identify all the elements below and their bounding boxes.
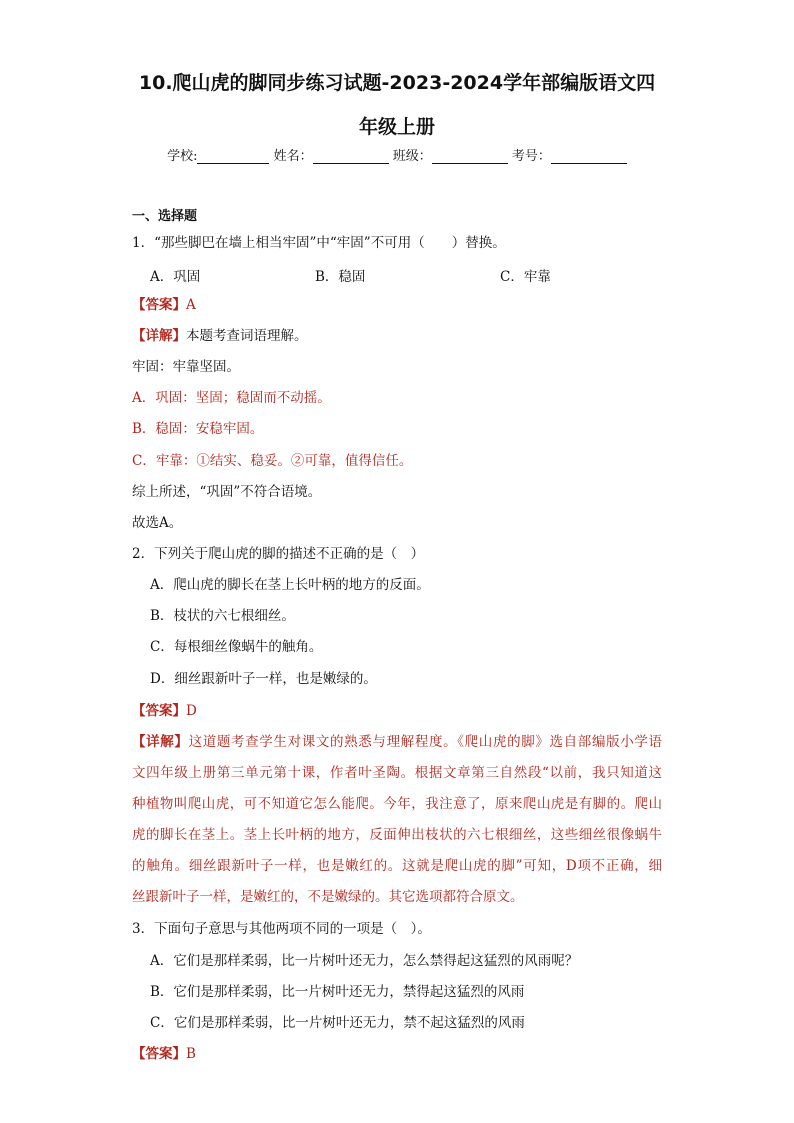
q2-detail-text: 这道题考查学生对课文的熟悉与理解程度。《爬山虎的脚》选自部编版小学语 [188, 734, 663, 750]
q2-detail-line [132, 733, 662, 751]
name-label: 姓名： [273, 149, 313, 164]
q2-option-d: D．细丝跟新叶子一样，也是嫩绿的。 [150, 671, 377, 687]
q3-answer-value: B [186, 1046, 196, 1062]
q1-option-b: B．稳固 [315, 269, 366, 285]
q1-detail-line: C．牢靠：①结实、稳妥。②可靠，值得信任。 [132, 453, 413, 469]
q2-option-c: C．每根细丝像蜗牛的触角。 [150, 639, 323, 655]
q2-answer-value: D [186, 703, 197, 719]
q3-option-c: C．它们是那样柔弱，比一片树叶还无力，禁不起这猛烈的风雨 [150, 1015, 525, 1031]
school-label: 学校: [167, 149, 198, 164]
q3-answer [132, 1045, 196, 1063]
number-label: 考号： [511, 149, 551, 164]
q2-detail-line: 的触角。细丝跟新叶子一样，也是嫩红的。这就是爬山虎的脚”可知，D项不正确，细 [132, 858, 662, 874]
q1-detail-line: B．稳固：安稳牢固。 [132, 421, 264, 437]
q3-answer-label: 【答案】 [132, 1046, 186, 1062]
q3-option-a: A．它们是那样柔弱，比一片树叶还无力，怎么禁得起这猛烈的风雨呢？ [150, 953, 579, 969]
q2-detail-line: 文四年级上册第三单元第十课，作者叶圣陶。根据文章第三自然段“以前，我只知道这 [132, 765, 662, 781]
number-blank [551, 149, 627, 164]
q1-option-c: C．牢靠 [500, 269, 551, 285]
school-blank [197, 149, 269, 164]
q2-stem: 2．下列关于爬山虎的脚的描述不正确的是（ ） [132, 546, 425, 562]
q3-option-b: B．它们是那样柔弱，比一片树叶还无力，禁得起这猛烈的风雨 [150, 984, 525, 1000]
q2-detail-line: 丝跟新叶子一样，是嫩红的，不是嫩绿的。其它选项都符合原文。 [132, 889, 524, 905]
q3-stem: 3．下面句子意思与其他两项不同的一项是（ ）。 [132, 921, 431, 937]
q1-answer-value: A [186, 297, 196, 313]
q1-stem: 1．“那些脚巴在墙上相当牢固”中“牢固”不可用（ ）替换。 [132, 235, 506, 251]
student-info-row [0, 145, 794, 164]
q2-detail-label: 【详解】 [132, 734, 189, 750]
q2-detail-line: 虎的脚长在茎上。茎上长叶柄的地方，反面伸出枝状的六七根细丝，这些细丝很像蜗牛 [132, 827, 662, 843]
q1-detail-line: 牢固：牢靠坚固。 [132, 359, 240, 375]
q1-answer-label: 【答案】 [132, 297, 186, 313]
q1-detail [132, 327, 308, 345]
q1-detail-text: 本题考查词语理解。 [186, 328, 308, 344]
q1-option-a: A．巩固 [150, 269, 201, 285]
q2-answer [132, 702, 197, 720]
q2-detail-line: 种植物叫爬山虎，可不知道它怎么能爬。今年，我注意了，原来爬山虎是有脚的。爬山 [132, 796, 662, 812]
q1-detail-line: A．巩固：坚固；稳固而不动摇。 [132, 390, 331, 406]
doc-title-line2: 年级上册 [358, 116, 435, 138]
q2-option-a: A．爬山虎的脚长在茎上长叶柄的地方的反面。 [150, 577, 430, 593]
q1-detail-line: 综上所述，“巩固”不符合语境。 [132, 484, 322, 500]
doc-title-line1: 10.爬山虎的脚同步练习试题-2023-2024学年部编版语文四 [138, 72, 656, 94]
class-blank [432, 149, 508, 164]
q1-detail-line: 故选A。 [132, 515, 183, 531]
section-heading: 一、选择题 [132, 209, 198, 224]
q1-detail-label: 【详解】 [132, 328, 186, 344]
q1-answer [132, 296, 196, 314]
q2-option-b: B．枝状的六七根细丝。 [150, 608, 295, 624]
q2-answer-label: 【答案】 [132, 703, 186, 719]
class-label: 班级： [392, 149, 432, 164]
name-blank [313, 149, 389, 164]
